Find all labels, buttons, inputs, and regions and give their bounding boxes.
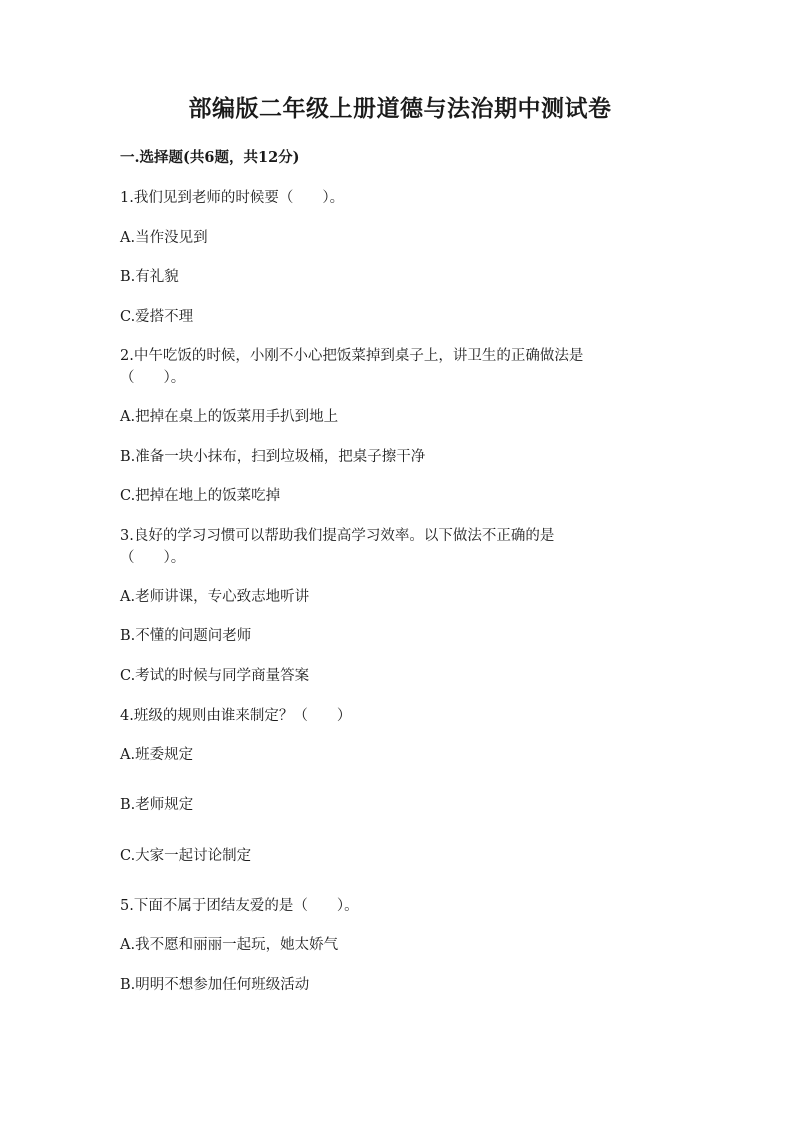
- question-4-option-a: A.班委规定: [120, 747, 194, 763]
- question-2-option-c: C.把掉在地上的饭菜吃掉: [120, 488, 281, 504]
- question-1-option-c: C.爱搭不理: [120, 309, 194, 325]
- question-1-stem: 1.我们见到老师的时候要（ ）。: [120, 190, 345, 206]
- page-title: 部编版二年级上册道德与法治期中测试卷: [188, 95, 612, 122]
- question-5-stem: 5.下面不属于团结友爱的是（ ）。: [120, 898, 359, 914]
- question-2-stem: 2.中午吃饭的时候，小刚不小心把饭菜掉到桌子上，讲卫生的正确做法是: [120, 348, 584, 364]
- question-3-option-c: C.考试的时候与同学商量答案: [120, 668, 310, 684]
- question-3-stem-cont: （ ）。: [120, 550, 186, 566]
- question-4-option-c: C.大家一起讨论制定: [120, 848, 252, 864]
- question-5-option-b: B.明明不想参加任何班级活动: [120, 977, 310, 993]
- question-4-stem: 4.班级的规则由谁来制定？（ ）: [120, 708, 352, 724]
- question-5-option-a: A.我不愿和丽丽一起玩，她太娇气: [120, 937, 339, 953]
- question-2-option-a: A.把掉在桌上的饭菜用手扒到地上: [120, 409, 339, 425]
- question-1-option-a: A.当作没见到: [120, 230, 208, 246]
- question-3-option-b: B.不懂的问题问老师: [120, 628, 252, 644]
- question-4-option-b: B.老师规定: [120, 797, 194, 813]
- question-2-stem-cont: （ ）。: [120, 370, 186, 386]
- section-heading: 一.选择题(共6题，共12分): [120, 149, 300, 166]
- question-3-stem: 3.良好的学习习惯可以帮助我们提高学习效率。以下做法不正确的是: [120, 528, 555, 544]
- question-2-option-b: B.准备一块小抹布，扫到垃圾桶，把桌子擦干净: [120, 449, 426, 465]
- question-1-option-b: B.有礼貌: [120, 269, 179, 285]
- question-3-option-a: A.老师讲课，专心致志地听讲: [120, 589, 310, 605]
